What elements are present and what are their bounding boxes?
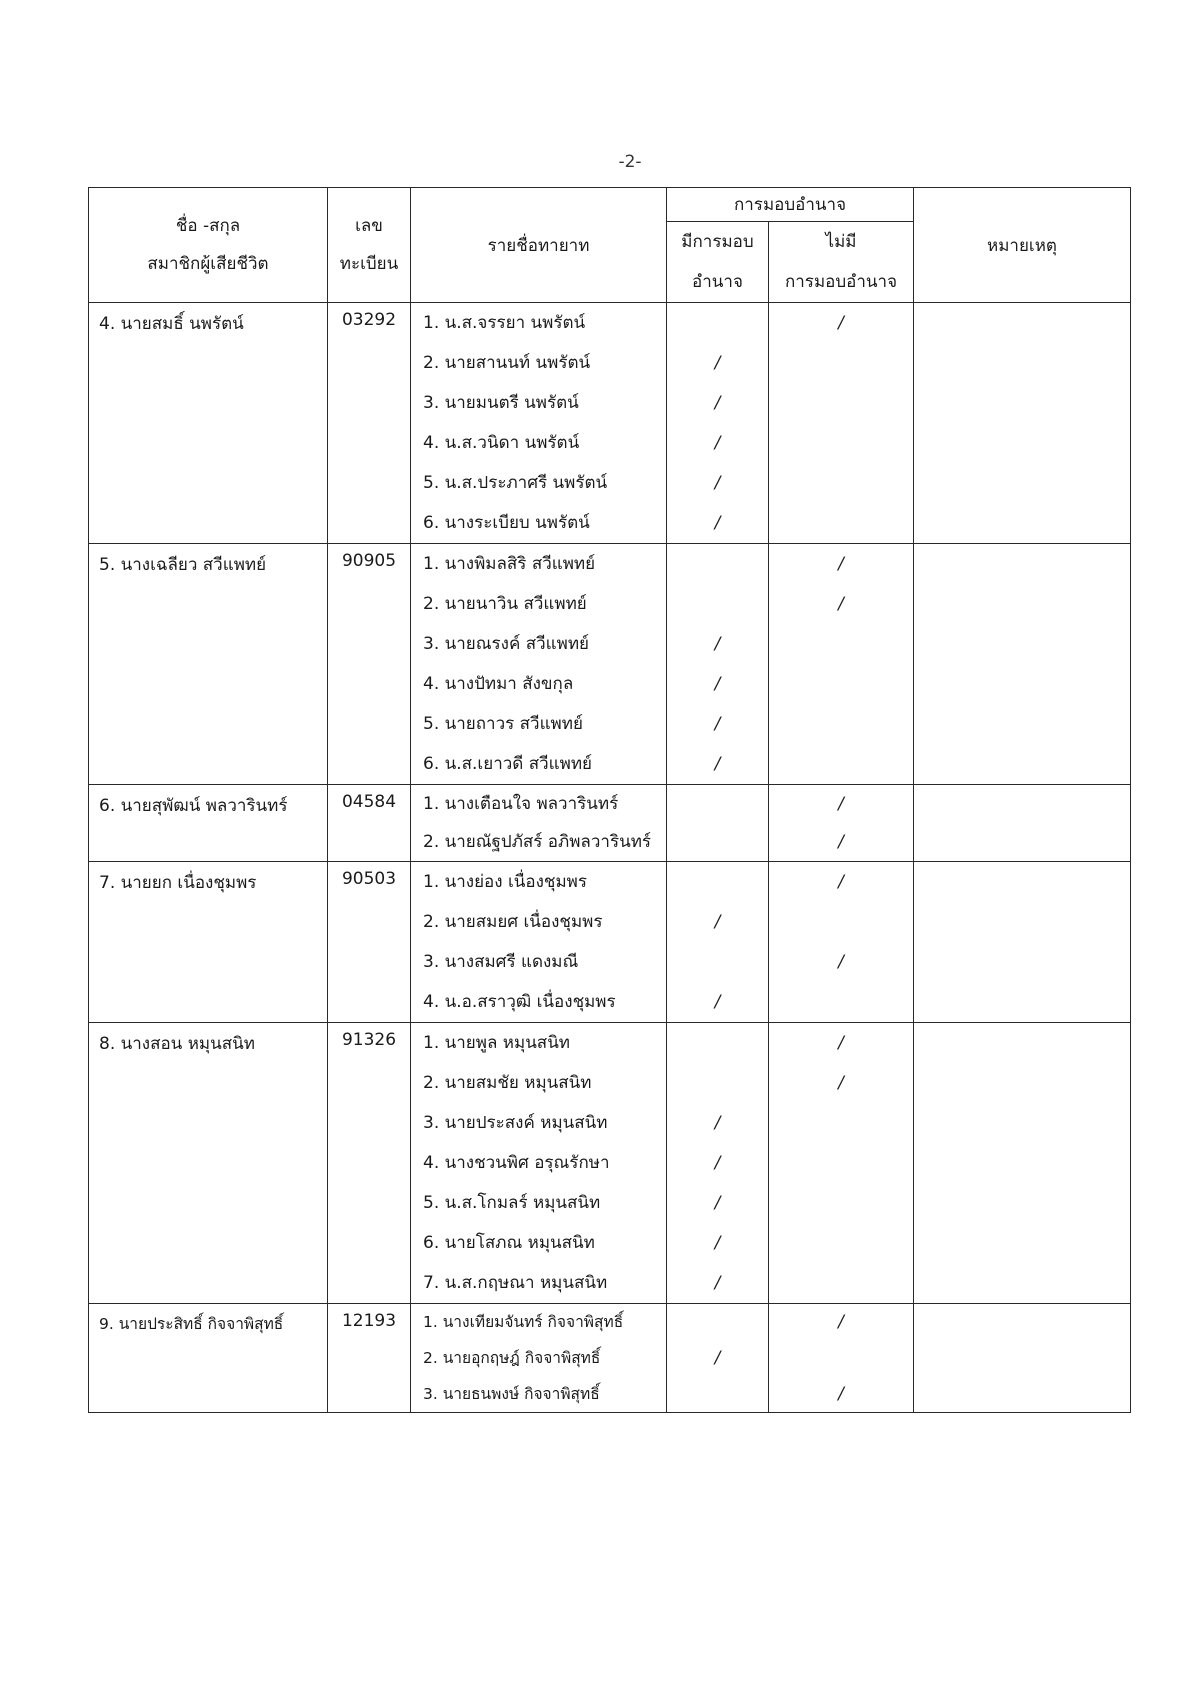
not-authorized-mark: / xyxy=(838,554,844,574)
not-authorized-mark xyxy=(769,1340,913,1376)
member-name: 6. นายสุพัฒน์ พลวารินทร์ xyxy=(89,785,328,862)
member-name: 5. นางเฉลียว สวีแพทย์ xyxy=(89,544,328,785)
heir-name: 2. นายสมชัย หมุนสนิท xyxy=(423,1073,592,1093)
heir-name: 2. นายสมยศ เนื่องชุมพร xyxy=(423,912,603,932)
page-number: -2- xyxy=(618,152,642,172)
heirs-authorization-table xyxy=(88,187,1131,1413)
not-authorized-mark: / xyxy=(838,794,844,814)
authorized-mark xyxy=(667,1304,768,1340)
remarks-cell xyxy=(914,862,1131,1023)
registration-no: 91326 xyxy=(328,1023,411,1304)
authorized-mark: / xyxy=(714,433,721,453)
authorized-mark xyxy=(667,1063,768,1103)
authorized-column xyxy=(667,1304,769,1413)
heir-name: 2. นายสานนท์ นพรัตน์ xyxy=(423,353,591,373)
not-authorized-mark xyxy=(769,383,913,423)
authorized-mark: / xyxy=(714,353,721,373)
heir-name: 3. นายธนพงษ์ กิจจาพิสุทธิ์ xyxy=(423,1385,600,1403)
member-name: 8. นางสอน หมุนสนิท xyxy=(89,1023,328,1304)
authorized-mark xyxy=(667,1023,768,1063)
heir-name: 5. น.ส.ประภาศรี นพรัตน์ xyxy=(423,473,608,493)
authorized-mark xyxy=(667,862,768,902)
authorized-mark xyxy=(667,785,768,823)
authorized-mark: / xyxy=(714,754,721,774)
not-authorized-column xyxy=(769,862,914,1023)
table-row xyxy=(89,1304,1131,1413)
not-authorized-mark: / xyxy=(838,832,844,852)
not-authorized-mark xyxy=(769,744,913,784)
table-row xyxy=(89,785,1131,862)
header-remarks: หมายเหตุ xyxy=(914,188,1131,303)
header-heir-list: รายชื่อทายาท xyxy=(411,188,667,303)
heir-name: 1. นางเตือนใจ พลวารินทร์ xyxy=(423,794,619,814)
authorized-column xyxy=(667,1023,769,1304)
authorized-mark: / xyxy=(714,393,721,413)
not-authorized-mark xyxy=(769,664,913,704)
heir-name: 2. นายณัฐปภัสร์ อภิพลวารินทร์ xyxy=(423,832,652,852)
remarks-cell xyxy=(914,303,1131,544)
authorized-mark: / xyxy=(714,992,721,1012)
not-authorized-mark xyxy=(769,503,913,543)
authorized-column xyxy=(667,544,769,785)
authorized-mark: / xyxy=(714,513,721,533)
heir-name: 3. นายณรงค์ สวีแพทย์ xyxy=(423,634,589,654)
authorized-mark: / xyxy=(714,1273,721,1293)
not-authorized-mark xyxy=(769,1223,913,1263)
authorized-column xyxy=(667,303,769,544)
not-authorized-mark: / xyxy=(838,1384,844,1404)
header-authorization: การมอบอำนาจ xyxy=(667,188,914,222)
not-authorized-column xyxy=(769,544,914,785)
header-registration-no: เลข ทะเบียน xyxy=(328,188,411,303)
authorized-mark: / xyxy=(714,1233,721,1253)
authorized-mark xyxy=(667,544,768,584)
not-authorized-mark xyxy=(769,423,913,463)
not-authorized-mark xyxy=(769,982,913,1022)
heir-name: 5. น.ส.โกมลร์ หมุนสนิท xyxy=(423,1193,601,1213)
authorized-mark: / xyxy=(714,473,721,493)
not-authorized-mark xyxy=(769,1103,913,1143)
not-authorized-mark: / xyxy=(838,872,844,892)
authorized-mark xyxy=(667,823,768,861)
heir-name: 1. นางพิมลสิริ สวีแพทย์ xyxy=(423,554,596,574)
authorized-mark xyxy=(667,942,768,982)
authorized-mark xyxy=(667,584,768,624)
not-authorized-mark xyxy=(769,902,913,942)
not-authorized-mark xyxy=(769,463,913,503)
table-row xyxy=(89,303,1131,544)
registration-no: 90905 xyxy=(328,544,411,785)
heir-name: 1. นางเทียมจันทร์ กิจจาพิสุทธิ์ xyxy=(423,1313,624,1331)
heir-name: 6. น.ส.เยาวดี สวีแพทย์ xyxy=(423,754,592,774)
heir-name: 3. นายมนตรี นพรัตน์ xyxy=(423,393,579,413)
member-name: 9. นายประสิทธิ์ กิจจาพิสุทธิ์ xyxy=(89,1304,328,1413)
heir-name: 1. นางย่อง เนื่องชุมพร xyxy=(423,872,587,892)
not-authorized-column xyxy=(769,1304,914,1413)
not-authorized-mark xyxy=(769,1183,913,1223)
not-authorized-mark xyxy=(769,343,913,383)
heir-list xyxy=(411,1023,667,1304)
registration-no: 12193 xyxy=(328,1304,411,1413)
not-authorized-mark: / xyxy=(838,313,844,333)
not-authorized-mark: / xyxy=(838,1033,844,1053)
authorized-mark: / xyxy=(714,634,721,654)
heir-list xyxy=(411,862,667,1023)
remarks-cell xyxy=(914,1023,1131,1304)
table-row xyxy=(89,1023,1131,1304)
not-authorized-mark xyxy=(769,1143,913,1183)
heir-name: 6. นางระเบียบ นพรัตน์ xyxy=(423,513,590,533)
not-authorized-column xyxy=(769,1023,914,1304)
heir-name: 5. นายถาวร สวีแพทย์ xyxy=(423,714,583,734)
remarks-cell xyxy=(914,785,1131,862)
header-authorized: มีการมอบ อำนาจ xyxy=(667,222,769,303)
not-authorized-mark: / xyxy=(838,952,844,972)
authorized-mark: / xyxy=(714,1153,721,1173)
heir-list xyxy=(411,1304,667,1413)
remarks-cell xyxy=(914,544,1131,785)
heir-name: 4. น.อ.สราวุฒิ เนื่องชุมพร xyxy=(423,992,616,1012)
authorized-mark: / xyxy=(714,1348,721,1368)
not-authorized-mark: / xyxy=(838,1073,844,1093)
not-authorized-mark xyxy=(769,624,913,664)
heir-list xyxy=(411,785,667,862)
authorized-mark: / xyxy=(714,714,721,734)
heir-name: 1. น.ส.จรรยา นพรัตน์ xyxy=(423,313,586,333)
heir-name: 3. นางสมศรี แดงมณี xyxy=(423,952,579,972)
not-authorized-column xyxy=(769,785,914,862)
header-member-name: ชื่อ -สกุล สมาชิกผู้เสียชีวิต xyxy=(89,188,328,303)
member-name: 7. นายยก เนื่องชุมพร xyxy=(89,862,328,1023)
heir-name: 2. นายอุกฤษฎ์ กิจจาพิสุทธิ์ xyxy=(423,1349,601,1367)
heir-name: 1. นายพูล หมุนสนิท xyxy=(423,1033,571,1053)
authorized-mark: / xyxy=(714,1113,721,1133)
heir-name: 3. นายประสงค์ หมุนสนิท xyxy=(423,1113,608,1133)
heir-name: 4. นางชวนพิศ อรุณรักษา xyxy=(423,1153,610,1173)
header-not-authorized: ไม่มี การมอบอำนาจ xyxy=(769,222,914,303)
heir-name: 2. นายนาวิน สวีแพทย์ xyxy=(423,594,587,614)
not-authorized-mark: / xyxy=(838,1312,844,1332)
heir-name: 7. น.ส.กฤษณา หมุนสนิท xyxy=(423,1273,608,1293)
registration-no: 03292 xyxy=(328,303,411,544)
heir-list xyxy=(411,303,667,544)
not-authorized-mark xyxy=(769,704,913,744)
heir-name: 6. นายโสภณ หมุนสนิท xyxy=(423,1233,595,1253)
not-authorized-mark xyxy=(769,1263,913,1303)
authorized-column xyxy=(667,785,769,862)
not-authorized-mark: / xyxy=(838,594,844,614)
authorized-mark xyxy=(667,303,768,343)
authorized-column xyxy=(667,862,769,1023)
heir-list xyxy=(411,544,667,785)
registration-no: 04584 xyxy=(328,785,411,862)
authorized-mark xyxy=(667,1376,768,1412)
table-row xyxy=(89,544,1131,785)
authorized-mark: / xyxy=(714,1193,721,1213)
table-row xyxy=(89,862,1131,1023)
not-authorized-column xyxy=(769,303,914,544)
heir-name: 4. น.ส.วนิดา นพรัตน์ xyxy=(423,433,580,453)
registration-no: 90503 xyxy=(328,862,411,1023)
heir-name: 4. นางปัทมา สังขกุล xyxy=(423,674,574,694)
authorized-mark: / xyxy=(714,674,721,694)
remarks-cell xyxy=(914,1304,1131,1413)
member-name: 4. นายสมธิ์ นพรัตน์ xyxy=(89,303,328,544)
authorized-mark: / xyxy=(714,912,721,932)
